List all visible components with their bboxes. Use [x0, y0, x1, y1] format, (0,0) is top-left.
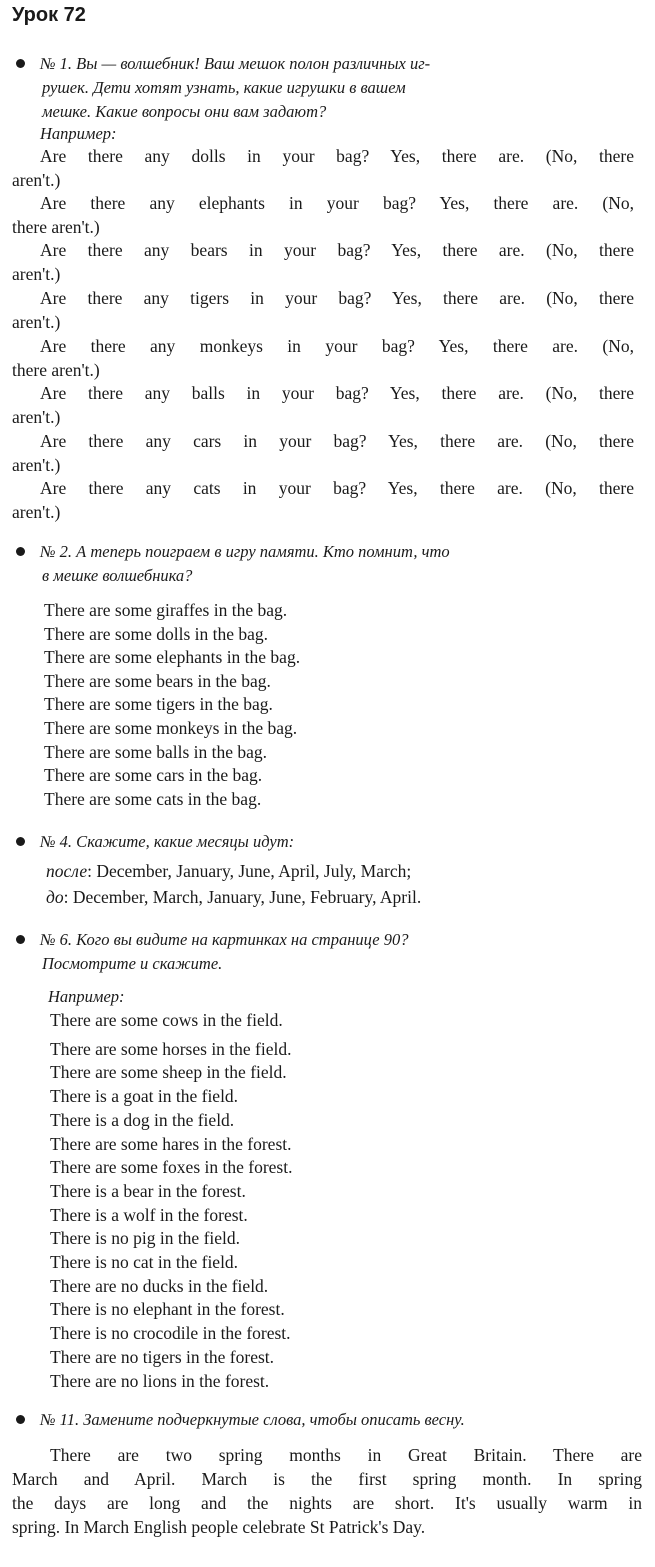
bullet-icon	[16, 59, 25, 68]
list-item: There are some cows in the field.	[50, 1010, 283, 1030]
after-months: : December, January, June, April, July, March;	[87, 861, 412, 881]
qa-item	[12, 381, 634, 429]
pictures-list	[50, 1009, 292, 1393]
bullet-icon	[16, 935, 25, 944]
spring-paragraph	[12, 1443, 642, 1539]
list-item: There are some cars in the bag.	[44, 765, 263, 786]
list-item: There are some sheep in the field.	[50, 1062, 287, 1083]
list-item: There are no ducks in the field.	[50, 1275, 269, 1296]
heading-line: мешке. Какие вопросы они вам задают?	[42, 102, 327, 121]
qa-question: Are there any elephants in your bag? Yes, there are. (No,	[40, 193, 634, 213]
heading-line: № 1. Вы — волшебник! Ваш мешок полон различных иг-	[40, 54, 431, 73]
heading-line: в мешке волшебника?	[42, 566, 193, 585]
list-item: There is a dog in the field.	[50, 1109, 235, 1130]
task-4-heading	[16, 830, 294, 854]
qa-continuation: aren't.)	[12, 312, 61, 332]
bullet-icon	[16, 837, 25, 846]
qa-continuation: aren't.)	[12, 455, 61, 475]
after-label: после	[46, 861, 88, 881]
task-2-heading	[16, 540, 450, 588]
list-item: There are some tigers in the bag.	[44, 694, 273, 715]
list-item: There are no tigers in the forest.	[50, 1346, 275, 1367]
list-item: There is a wolf in the forest.	[50, 1204, 248, 1225]
qa-question: Are there any tigers in your bag? Yes, there are. (No, there	[40, 288, 634, 308]
qa-item	[12, 476, 634, 524]
paragraph-line: There are two spring months in Great Britain. There are	[50, 1445, 642, 1465]
example-label: Например:	[40, 124, 117, 143]
list-item: There are some giraffes in the bag.	[44, 600, 288, 620]
qa-question: Are there any balls in your bag? Yes, there are. (No, there	[40, 383, 634, 403]
list-item: There are some horses in the field.	[50, 1038, 292, 1059]
list-item: There are some dolls in the bag.	[44, 623, 269, 644]
heading-line: № 4. Скажите, какие месяцы идут:	[40, 832, 295, 851]
paragraph-line: March and April. March is the first spring month. In spring	[12, 1469, 642, 1489]
list-item: There are some cats in the bag.	[44, 788, 262, 809]
list-item: There are some monkeys in the bag.	[44, 717, 298, 738]
list-item: There are some hares in the forest.	[50, 1133, 292, 1154]
bullet-icon	[16, 547, 25, 556]
qa-continuation: aren't.)	[12, 502, 61, 522]
task-6-heading	[16, 928, 409, 976]
heading-line: № 2. А теперь поиграем в игру памяти. Кто помнит, что	[40, 542, 450, 561]
paragraph-line: spring. In March English people celebrate St Patrick's Day.	[12, 1517, 426, 1537]
task-11-heading	[16, 1408, 465, 1432]
list-item: There is no crocodile in the forest.	[50, 1323, 291, 1344]
months-before	[46, 884, 421, 910]
qa-item	[12, 429, 634, 477]
qa-continuation: there aren't.)	[12, 217, 100, 237]
before-months: : December, March, January, June, February, April.	[63, 887, 422, 907]
qa-continuation: there aren't.)	[12, 360, 100, 380]
heading-line: № 6. Кого вы видите на картинках на странице 90?	[40, 930, 409, 949]
lesson-title: Урок 72	[12, 4, 86, 26]
before-label: до	[46, 887, 64, 907]
paragraph-line: the days are long and the nights are short. It's usually warm in	[12, 1493, 642, 1513]
heading-line: рушек. Дети хотят узнать, какие игрушки в вашем	[42, 78, 406, 97]
list-item: There is no pig in the field.	[50, 1228, 241, 1249]
task-1-heading	[16, 52, 430, 124]
qa-continuation: aren't.)	[12, 407, 61, 427]
qa-item	[12, 286, 634, 334]
list-item: There is no elephant in the forest.	[50, 1299, 285, 1320]
qa-question: Are there any monkeys in your bag? Yes, there are. (No,	[40, 336, 634, 356]
qa-question: Are there any cats in your bag? Yes, there are. (No, there	[40, 478, 634, 498]
list-item: There is no cat in the field.	[50, 1252, 239, 1273]
list-item: There is a goat in the field.	[50, 1086, 239, 1107]
list-item: There is a bear in the forest.	[50, 1180, 246, 1201]
list-item: There are some bears in the bag.	[44, 670, 271, 691]
example-label: Например:	[48, 987, 125, 1006]
qa-question: Are there any bears in your bag? Yes, there are. (No, there	[40, 240, 634, 260]
memory-game-list	[44, 599, 300, 811]
heading-line: Посмотрите и скажите.	[42, 954, 223, 973]
heading-line: № 11. Замените подчеркнутые слова, чтобы описать весну.	[40, 1410, 465, 1429]
qa-question: Are there any cars in your bag? Yes, there are. (No, there	[40, 431, 634, 451]
qa-item	[12, 334, 634, 382]
list-item: There are no lions in the forest.	[50, 1370, 270, 1391]
qa-item	[12, 191, 634, 239]
list-item: There are some elephants in the bag.	[44, 647, 301, 668]
qa-question: Are there any dolls in your bag? Yes, there are. (No, there	[40, 146, 634, 166]
qa-item	[12, 238, 634, 286]
qa-item	[12, 144, 634, 192]
qa-continuation: aren't.)	[12, 264, 61, 284]
qa-continuation: aren't.)	[12, 170, 61, 190]
list-item: There are some balls in the bag.	[44, 741, 268, 762]
list-item: There are some foxes in the forest.	[50, 1157, 293, 1178]
months-after	[46, 858, 411, 884]
bullet-icon	[16, 1415, 25, 1424]
